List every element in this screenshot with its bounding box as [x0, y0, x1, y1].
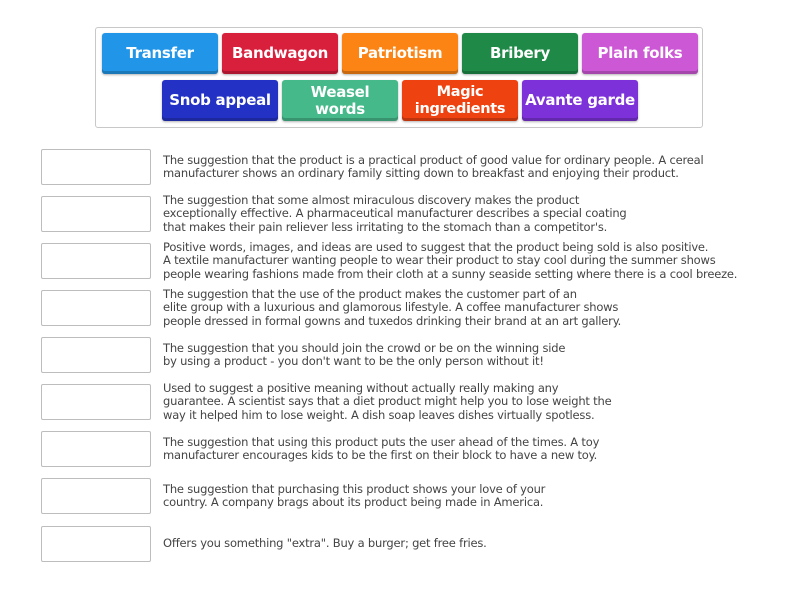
match-row — [41, 380, 771, 422]
answer-tile[interactable]: Magic ingredients — [402, 80, 518, 121]
description-text: The suggestion that using this product puts the user ahead of the times. A toy manufacturer encourages kids to be the first on their block to have a new toy. — [163, 434, 600, 462]
drop-zone[interactable] — [41, 337, 151, 373]
description-text: The suggestion that you should join the crowd or be on the winning side by using a product - you don't want to be the only person without it! — [163, 340, 566, 368]
drop-zone[interactable] — [41, 431, 151, 467]
drop-zone[interactable] — [41, 478, 151, 514]
match-row — [41, 526, 771, 562]
drop-zone[interactable] — [41, 290, 151, 326]
drop-zone[interactable] — [41, 149, 151, 185]
description-text: Offers you something "extra". Buy a burger; get free fries. — [163, 536, 487, 551]
description-text: The suggestion that the product is a practical product of good value for ordinary people. A cereal manufacturer shows an ordinary family sitting down to breakfast and enjoying their product. — [163, 152, 704, 180]
match-row — [41, 286, 771, 328]
answer-tile[interactable]: Avante garde — [522, 80, 638, 121]
match-row — [41, 337, 771, 373]
answer-tile[interactable]: Transfer — [102, 33, 218, 74]
drop-zone[interactable] — [41, 526, 151, 562]
drop-zone[interactable] — [41, 196, 151, 232]
drop-zone[interactable] — [41, 243, 151, 279]
match-row — [41, 431, 771, 467]
answer-tile[interactable]: Patriotism — [342, 33, 458, 74]
answer-tile[interactable]: Bribery — [462, 33, 578, 74]
drop-zone[interactable] — [41, 384, 151, 420]
answer-tile[interactable]: Bandwagon — [222, 33, 338, 74]
answer-tile[interactable]: Plain folks — [582, 33, 698, 74]
match-row — [41, 478, 771, 514]
answer-tile[interactable]: Snob appeal — [162, 80, 278, 121]
answer-tile[interactable]: Weasel words — [282, 80, 398, 121]
match-row — [41, 239, 771, 281]
match-row — [41, 149, 771, 185]
description-text: The suggestion that the use of the product makes the customer part of an elite group with a luxurious and glamorous lifestyle. A coffee manufacturer shows people dressed in formal gowns and tuxedos drinking their brand at an art gallery. — [163, 286, 622, 328]
description-text: The suggestion that some almost miraculous discovery makes the product exceptionally effective. A pharmaceutical manufacturer describes a special coating that makes their pain reliever less irritating to the stomach than a competitor's. — [163, 192, 627, 234]
match-row — [41, 192, 771, 234]
description-text: The suggestion that purchasing this product shows your love of your country. A company brags about its product being made in America. — [163, 481, 546, 509]
description-text: Used to suggest a positive meaning without actually really making any guarantee. A scientist says that a diet product might help you to lose weight the way it helped him to lose weight. A dish soap leaves dishes virtually spotless. — [163, 380, 612, 422]
description-text: Positive words, images, and ideas are used to suggest that the product being sold is also positive. A textile manufacturer wanting people to wear their product to stay cool during the summer shows people wearing fashions made from their cloth at a sunny seaside setting where there is a cool breeze. — [163, 239, 738, 281]
